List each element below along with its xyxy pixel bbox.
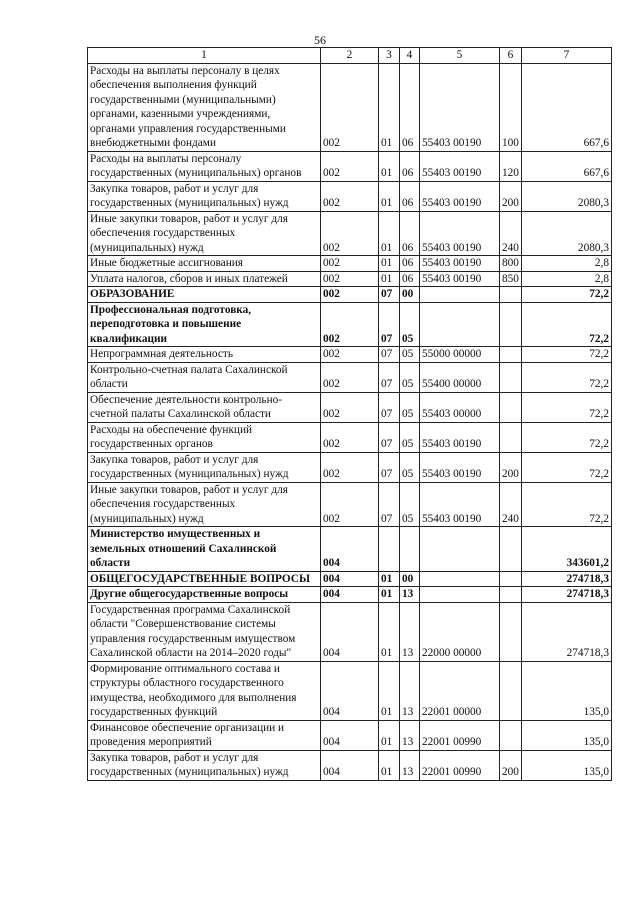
subsection-code-cell: 13 — [400, 720, 420, 750]
item-name-cell: Иные бюджетные ассигнования — [88, 256, 321, 272]
subsection-code-cell: 05 — [400, 482, 420, 527]
ministry-code-cell: 002 — [321, 151, 379, 181]
ministry-code-cell: 002 — [321, 482, 379, 527]
table-row — [88, 452, 612, 482]
expense-type-cell: 200 — [500, 181, 522, 211]
table-row — [88, 392, 612, 422]
expense-type-cell: 200 — [500, 452, 522, 482]
expense-type-cell — [500, 287, 522, 303]
subsection-code-cell: 05 — [400, 302, 420, 347]
subsection-code-cell: 05 — [400, 347, 420, 363]
table-row — [88, 63, 612, 151]
target-article-cell — [420, 587, 500, 603]
table-row — [88, 211, 612, 256]
item-name-cell: Иные закупки товаров, работ и услуг для обеспечения государственных (муниципальных) нужд — [88, 211, 321, 256]
subsection-code-cell: 00 — [400, 571, 420, 587]
amount-cell: 72,2 — [522, 302, 612, 347]
subsection-code-cell: 06 — [400, 63, 420, 151]
column-header: 3 — [379, 48, 400, 64]
table-row — [88, 571, 612, 587]
ministry-code-cell: 002 — [321, 302, 379, 347]
header-row — [88, 48, 612, 64]
item-name-cell: Министерство имущественных и земельных отношений Сахалинской области — [88, 527, 321, 572]
ministry-code-cell: 004 — [321, 750, 379, 780]
amount-cell: 135,0 — [522, 661, 612, 720]
expense-type-cell — [500, 602, 522, 661]
item-name-cell: Другие общегосударственные вопросы — [88, 587, 321, 603]
amount-cell: 2,8 — [522, 256, 612, 272]
ministry-code-cell: 002 — [321, 181, 379, 211]
amount-cell: 72,2 — [522, 362, 612, 392]
item-name-cell: Уплата налогов, сборов и иных платежей — [88, 271, 321, 287]
table-row — [88, 527, 612, 572]
section-code-cell: 07 — [379, 452, 400, 482]
section-code-cell: 07 — [379, 422, 400, 452]
item-name-cell: Расходы на выплаты персоналу в целях обеспечения выполнения функций государственными (муниципальными) органами, казенными учреждениями, органами управления государственными внебюджетными фондами — [88, 63, 321, 151]
amount-cell: 72,2 — [522, 422, 612, 452]
item-name-cell: Финансовое обеспечение организации и проведения мероприятий — [88, 720, 321, 750]
expense-type-cell — [500, 587, 522, 603]
table-row — [88, 347, 612, 363]
amount-cell: 72,2 — [522, 452, 612, 482]
ministry-code-cell: 004 — [321, 602, 379, 661]
table-row — [88, 256, 612, 272]
section-code-cell: 01 — [379, 587, 400, 603]
item-name-cell: Иные закупки товаров, работ и услуг для обеспечения государственных (муниципальных) нужд — [88, 482, 321, 527]
expense-type-cell — [500, 362, 522, 392]
target-article-cell: 55403 00190 — [420, 422, 500, 452]
amount-cell: 667,6 — [522, 151, 612, 181]
target-article-cell: 55403 00190 — [420, 271, 500, 287]
ministry-code-cell: 002 — [321, 287, 379, 303]
column-header: 2 — [321, 48, 379, 64]
target-article-cell: 55403 00190 — [420, 211, 500, 256]
target-article-cell — [420, 527, 500, 572]
ministry-code-cell: 002 — [321, 211, 379, 256]
section-code-cell: 01 — [379, 271, 400, 287]
ministry-code-cell: 002 — [321, 347, 379, 363]
target-article-cell: 22001 00990 — [420, 720, 500, 750]
subsection-code-cell: 13 — [400, 750, 420, 780]
ministry-code-cell: 004 — [321, 571, 379, 587]
table-row — [88, 661, 612, 720]
ministry-code-cell: 002 — [321, 392, 379, 422]
expense-type-cell — [500, 571, 522, 587]
table-row — [88, 482, 612, 527]
column-header: 7 — [522, 48, 612, 64]
table-row — [88, 720, 612, 750]
ministry-code-cell: 004 — [321, 587, 379, 603]
subsection-code-cell: 00 — [400, 287, 420, 303]
section-code-cell: 07 — [379, 362, 400, 392]
table-row — [88, 362, 612, 392]
target-article-cell: 22000 00000 — [420, 602, 500, 661]
item-name-cell: Непрограммная деятельность — [88, 347, 321, 363]
expense-type-cell: 240 — [500, 211, 522, 256]
expense-type-cell: 850 — [500, 271, 522, 287]
column-header: 1 — [88, 48, 321, 64]
section-code-cell: 01 — [379, 720, 400, 750]
amount-cell: 2,8 — [522, 271, 612, 287]
section-code-cell: 07 — [379, 347, 400, 363]
item-name-cell: Закупка товаров, работ и услуг для государственных (муниципальных) нужд — [88, 181, 321, 211]
amount-cell: 72,2 — [522, 392, 612, 422]
target-article-cell: 55000 00000 — [420, 347, 500, 363]
item-name-cell: Контрольно-счетная палата Сахалинской области — [88, 362, 321, 392]
expense-type-cell — [500, 302, 522, 347]
target-article-cell: 22001 00000 — [420, 661, 500, 720]
expense-type-cell — [500, 661, 522, 720]
amount-cell: 135,0 — [522, 720, 612, 750]
target-article-cell: 55403 00190 — [420, 256, 500, 272]
item-name-cell: Закупка товаров, работ и услуг для государственных (муниципальных) нужд — [88, 750, 321, 780]
ministry-code-cell: 004 — [321, 661, 379, 720]
ministry-code-cell: 002 — [321, 256, 379, 272]
section-code-cell — [379, 527, 400, 572]
amount-cell: 274718,3 — [522, 587, 612, 603]
subsection-code-cell: 06 — [400, 211, 420, 256]
amount-cell: 72,2 — [522, 287, 612, 303]
table-row — [88, 587, 612, 603]
subsection-code-cell — [400, 527, 420, 572]
page-number: 56 — [314, 33, 326, 47]
section-code-cell: 01 — [379, 63, 400, 151]
table-row — [88, 750, 612, 780]
amount-cell: 274718,3 — [522, 602, 612, 661]
subsection-code-cell: 06 — [400, 151, 420, 181]
target-article-cell — [420, 571, 500, 587]
budget-table — [87, 47, 612, 781]
section-code-cell: 07 — [379, 482, 400, 527]
section-code-cell: 01 — [379, 211, 400, 256]
section-code-cell: 07 — [379, 302, 400, 347]
ministry-code-cell: 002 — [321, 271, 379, 287]
expense-type-cell — [500, 392, 522, 422]
subsection-code-cell: 06 — [400, 181, 420, 211]
item-name-cell: Расходы на выплаты персоналу государственных (муниципальных) органов — [88, 151, 321, 181]
section-code-cell: 01 — [379, 181, 400, 211]
amount-cell: 72,2 — [522, 347, 612, 363]
item-name-cell: ОБРАЗОВАНИЕ — [88, 287, 321, 303]
amount-cell: 2080,3 — [522, 211, 612, 256]
item-name-cell: Закупка товаров, работ и услуг для государственных (муниципальных) нужд — [88, 452, 321, 482]
ministry-code-cell: 004 — [321, 527, 379, 572]
expense-type-cell: 100 — [500, 63, 522, 151]
section-code-cell: 07 — [379, 287, 400, 303]
subsection-code-cell: 13 — [400, 661, 420, 720]
ministry-code-cell: 002 — [321, 362, 379, 392]
section-code-cell: 01 — [379, 661, 400, 720]
table-row — [88, 271, 612, 287]
target-article-cell: 55400 00000 — [420, 362, 500, 392]
expense-type-cell — [500, 347, 522, 363]
ministry-code-cell: 004 — [321, 720, 379, 750]
section-code-cell: 01 — [379, 602, 400, 661]
target-article-cell: 55403 00190 — [420, 181, 500, 211]
table-row — [88, 287, 612, 303]
table-row — [88, 181, 612, 211]
table-row — [88, 151, 612, 181]
target-article-cell: 55403 00190 — [420, 63, 500, 151]
expense-type-cell: 800 — [500, 256, 522, 272]
column-header: 5 — [420, 48, 500, 64]
expense-type-cell: 120 — [500, 151, 522, 181]
expense-type-cell: 240 — [500, 482, 522, 527]
item-name-cell: Профессиональная подготовка, переподготовка и повышение квалификации — [88, 302, 321, 347]
table-row — [88, 422, 612, 452]
target-article-cell: 22001 00990 — [420, 750, 500, 780]
section-code-cell: 01 — [379, 256, 400, 272]
item-name-cell: Расходы на обеспечение функций государственных органов — [88, 422, 321, 452]
table-row — [88, 602, 612, 661]
item-name-cell: Формирование оптимального состава и структуры областного государственного имущества, необходимого для выполнения государственных функций — [88, 661, 321, 720]
item-name-cell: Обеспечение деятельности контрольно-счетной палаты Сахалинской области — [88, 392, 321, 422]
subsection-code-cell: 05 — [400, 392, 420, 422]
expense-type-cell — [500, 720, 522, 750]
target-article-cell: 55403 00190 — [420, 482, 500, 527]
amount-cell: 667,6 — [522, 63, 612, 151]
expense-type-cell — [500, 527, 522, 572]
subsection-code-cell: 06 — [400, 256, 420, 272]
item-name-cell: Государственная программа Сахалинской области "Совершенствование системы управления государственным имуществом Сахалинской области на 2014–2020 годы" — [88, 602, 321, 661]
subsection-code-cell: 05 — [400, 452, 420, 482]
expense-type-cell: 200 — [500, 750, 522, 780]
section-code-cell: 01 — [379, 750, 400, 780]
subsection-code-cell: 05 — [400, 422, 420, 452]
expense-type-cell — [500, 422, 522, 452]
section-code-cell: 07 — [379, 392, 400, 422]
amount-cell: 135,0 — [522, 750, 612, 780]
subsection-code-cell: 06 — [400, 271, 420, 287]
ministry-code-cell: 002 — [321, 63, 379, 151]
item-name-cell: ОБЩЕГОСУДАРСТВЕННЫЕ ВОПРОСЫ — [88, 571, 321, 587]
section-code-cell: 01 — [379, 151, 400, 181]
column-header: 4 — [400, 48, 420, 64]
target-article-cell: 55403 00190 — [420, 452, 500, 482]
amount-cell: 274718,3 — [522, 571, 612, 587]
amount-cell: 343601,2 — [522, 527, 612, 572]
target-article-cell: 55403 00000 — [420, 392, 500, 422]
ministry-code-cell: 002 — [321, 452, 379, 482]
subsection-code-cell: 13 — [400, 587, 420, 603]
amount-cell: 72,2 — [522, 482, 612, 527]
subsection-code-cell: 05 — [400, 362, 420, 392]
section-code-cell: 01 — [379, 571, 400, 587]
column-header: 6 — [500, 48, 522, 64]
amount-cell: 2080,3 — [522, 181, 612, 211]
ministry-code-cell: 002 — [321, 422, 379, 452]
target-article-cell — [420, 287, 500, 303]
target-article-cell — [420, 302, 500, 347]
target-article-cell: 55403 00190 — [420, 151, 500, 181]
subsection-code-cell: 13 — [400, 602, 420, 661]
table-row — [88, 302, 612, 347]
